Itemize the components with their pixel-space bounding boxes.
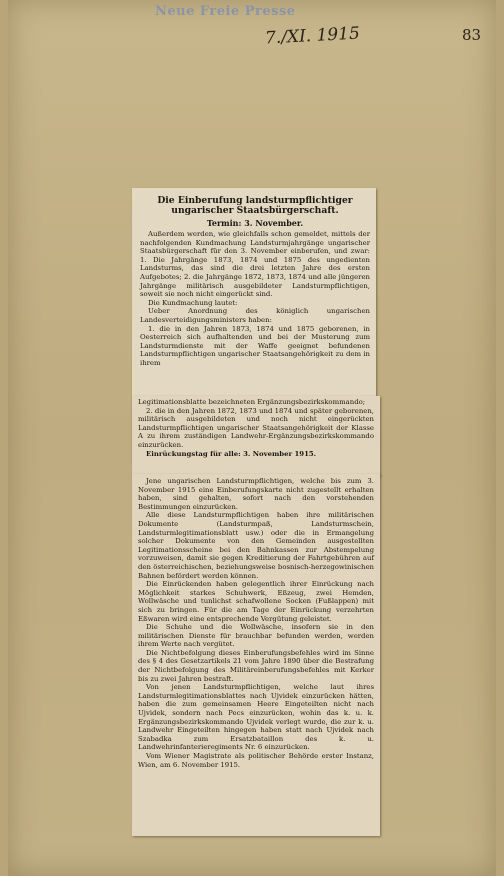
newspaper-clipping-middle	[132, 396, 380, 476]
paragraph-intro: Außerdem werden, wie gleichfalls schon gemeldet, mittels der nachfolgenden Kundmachung Landsturmjahrgänge ungarischer Staatsbürgerschaft für den 3. November einberufen, und zwar: 1. Die Jahrgänge 1873, 1874 und 1875 des ungedienten Landsturms, das sind die drei letzten Jahre des ersten Aufgebotes; 2. die Jahrgänge 1872, 1873, 1874 und alle jüngeren Jahrgänge militärisch ausgebildeter Landsturmpflichtigen, soweit sie noch nicht eingerückt sind.	[140, 230, 370, 299]
paragraph-dokumente: Alle diese Landsturmpflichtigen haben ihre militärischen Dokumente (Landsturmpaß, Landsturmschein, Landsturmlegitimationsblatt usw.) oder die in Ermangelung solcher Dokumente von den Gemeinden ausgestellten Legitimationsscheine bei den Bahnkassen zur Abstempelung vorzuweisen, damit sie gegen Kreditierung der Fahrtgebühren auf den österreichischen, beziehungsweise bosnisch-herzegowinischen Bahnen befördert werden können.	[138, 511, 374, 580]
paragraph-point-2: 2. die in den Jahren 1872, 1873 und 1874 und später geborenen, militärisch ausgebildeten und noch nicht eingerückten Landsturmpflichtigen ungarischer Staatsangehörigkeit der Klasse A zu ihrem zuständigen Landwehr-Ergänzungsbezirkskommando einzurücken.	[138, 406, 374, 449]
newspaper-masthead-stamp: Neue Freie Presse	[155, 4, 296, 19]
article-term: Termin: 3. November.	[206, 218, 304, 228]
paragraph-ausruestung: Die Einrückenden haben gelegentlich ihrer Einrückung nach Möglichkeit starkes Schuhwerk, Eßzeug, zwei Hemden, Wollwäsche und tunlichst schafwollene Socken (Fußlappen) mit sich zu bringen. Für die am Tage der Einrückung verzehrten Eßwaren wird eine entsprechende Vergütung geleistet.	[138, 580, 374, 623]
paragraph-verguetung: Die Schuhe und die Wollwäsche, insofern sie in den militärischen Dienste für brauchbar befunden werden, werden ihrem Werte nach vergütet.	[138, 623, 374, 649]
article-headline: Die Einberufung landsturmpflichtiger ungarischer Staatsbürgerschaft.	[157, 195, 353, 216]
page-number: 83	[462, 26, 482, 44]
paragraph-ujvidek: Von jenen Landsturmpflichtigen, welche laut ihres Landsturmlegitimationsblattes nach Ujvidek einzurücken hätten, haben die zum gemeinsamen Heere Eingeteilten nicht nach Ujvidek, sondern nach Pecs einzurücken, wohin das k. u. k. Ergänzungsbezirkskommando Ujvidek verlegt wurde, die zur k. u. Landwehr Eingeteilten hingegen haben statt nach Ujvidek nach Szabadka zum Ersatzbataillon des k. u. Landwehrinfanterieregiments Nr. 6 einzurücken.	[138, 683, 374, 752]
paragraph-point-1: 1. die in den Jahren 1873, 1874 und 1875 geborenen, in Oesterreich sich aufhaltenden und bei der Musterung zum Landsturmdienste mit der Waffe geeignet befundenen Landsturmpflichtigen ungarischer Staatsangehörigkeit zu dem in ihrem	[140, 324, 370, 367]
paragraph-kundmachung: Die Kundmachung lautet:	[148, 298, 238, 307]
handwritten-date: 7./XI. 1915	[264, 23, 361, 49]
paragraph-einrueckungstag: Einrückungstag für alle: 3. November 1915.	[146, 449, 317, 458]
article-signature: Vom Wiener Magistrate als politischer Behörde erster Instanz, Wien, am 6. November 1915.	[138, 752, 374, 769]
newspaper-clipping-bottom	[132, 474, 380, 836]
paragraph-einberufungskarte: Jene ungarischen Landsturmpflichtigen, welche bis zum 3. November 1915 eine Einberufungskarte nicht zugestellt erhalten haben, sind gehalten, sofort nach den vorstehenden Bestimmungen einzurücken.	[138, 477, 374, 511]
paragraph-legitimationsblatt: Legitimationsblatte bezeichneten Ergänzungsbezirkskommando;	[138, 398, 366, 406]
paragraph-anordnung: Ueber Anordnung des königlich ungarischen Landesverteidigungsministers haben:	[140, 307, 370, 324]
paragraph-strafe: Die Nichtbefolgung dieses Einberufungsbefehles wird im Sinne des § 4 des Gesetzartikels 21 vom Jahre 1890 über die Bestrafung der Nichtbefolgung des Militäreinberufungsbefehles mit Kerker bis zu zwei Jahren bestraft.	[138, 648, 374, 683]
